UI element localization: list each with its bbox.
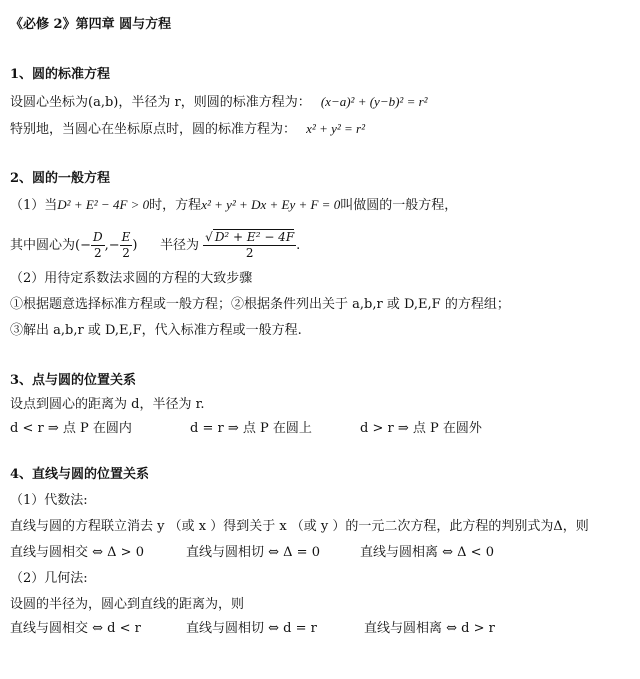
- s2-radius-label: 半径为: [160, 238, 200, 253]
- s4-algebra-tangent: 直线与圆相切 ⇔ Δ = 0: [186, 545, 320, 560]
- s1-line1-text: 设圆心坐标为(a,b)，半径为 r，则圆的标准方程为：: [10, 95, 311, 110]
- section-1-heading: 1、圆的标准方程: [10, 67, 111, 82]
- s2-center-line: [10, 230, 137, 261]
- s1-line2-text: 特别地，当圆心在坐标原点时，圆的标准方程为：: [10, 122, 297, 137]
- s2-step3: ③解出 a,b,r 或 D,E,F，代入标准方程或一般方程.: [10, 323, 302, 338]
- s4-geometry-tangent: 直线与圆相切 ⇔ d = r: [186, 621, 317, 636]
- section-3-heading: 3、点与圆的位置关系: [10, 373, 137, 388]
- s1-line1: [10, 93, 428, 112]
- radius-numerator: √ D² + E² − 4F: [205, 230, 295, 244]
- s4-method1-text: 直线与圆的方程联立消去 y （或 x ）得到关于 x （或 y ）的一元二次方程，此方程的判别式为Δ，则: [10, 519, 589, 534]
- radius-fraction: [203, 230, 296, 261]
- s2-p2: （2）用待定系数法求圆的方程的大致步骤: [10, 271, 253, 286]
- s2-p1-mid: 时，方程: [149, 198, 202, 213]
- s2-general-equation: x² + y² + Dx + Ey + F = 0: [201, 197, 341, 212]
- fraction-d: [91, 230, 105, 261]
- s3-relation-on: d = r ⇒ 点 P 在圆上: [190, 421, 312, 436]
- s2-condition: D² + E² − 4F > 0: [57, 197, 150, 212]
- s4-algebra-intersect: 直线与圆相交 ⇔ Δ > 0: [10, 545, 144, 560]
- s4-geometry-separate: 直线与圆相离 ⇔ d > r: [364, 621, 495, 636]
- s2-step1: ①根据题意选择标准方程或一般方程；②根据条件列出关于 a,b,r 或 D,E,F 的方程组；: [10, 297, 510, 312]
- s4-algebra-separate: 直线与圆相离 ⇔ Δ < 0: [360, 545, 494, 560]
- section-4-heading: 4、直线与圆的位置关系: [10, 467, 150, 482]
- s2-center-comma: ,−: [104, 238, 120, 253]
- fraction-d-numerator: D: [92, 230, 103, 244]
- section-2-heading: 2、圆的一般方程: [10, 171, 111, 186]
- s2-p1: [10, 196, 457, 215]
- s4-method2-text: 设圆的半径为，圆心到直线的距离为，则: [10, 597, 245, 612]
- s2-radius-line: [160, 230, 300, 261]
- s4-geometry-intersect: 直线与圆相交 ⇔ d < r: [10, 621, 141, 636]
- s3-relation-inside: d < r ⇒ 点 P 在圆内: [10, 421, 132, 436]
- s4-method1: （1）代数法:: [10, 493, 88, 508]
- fraction-d-denominator: 2: [93, 246, 102, 260]
- fraction-e: [120, 230, 133, 261]
- s2-center-label: 其中圆心为: [10, 238, 76, 253]
- s4-method2: （2）几何法:: [10, 571, 88, 586]
- s2-p1-prefix: （1）当: [10, 198, 58, 213]
- radius-radicand: D² + E² − 4F: [214, 230, 295, 244]
- s1-standard-equation: (x−a)² + (y−b)² = r²: [320, 94, 428, 109]
- radius-denominator: 2: [245, 246, 254, 260]
- page-title: 《必修 2》第四章 圆与方程: [10, 17, 172, 32]
- s3-relation-outside: d > r ⇒ 点 P 在圆外: [360, 421, 482, 436]
- s2-p1-suffix: 叫做圆的一般方程，: [340, 198, 458, 213]
- s2-center-close: ): [132, 238, 138, 253]
- fraction-e-denominator: 2: [122, 246, 130, 260]
- radius-period: .: [296, 238, 301, 253]
- s1-line2: [10, 120, 365, 139]
- fraction-e-numerator: E: [121, 230, 131, 244]
- s3-intro: 设点到圆心的距离为 d，半径为 r.: [10, 397, 205, 412]
- s2-center-open: (−: [75, 238, 91, 253]
- s1-origin-equation: x² + y² = r²: [306, 121, 365, 136]
